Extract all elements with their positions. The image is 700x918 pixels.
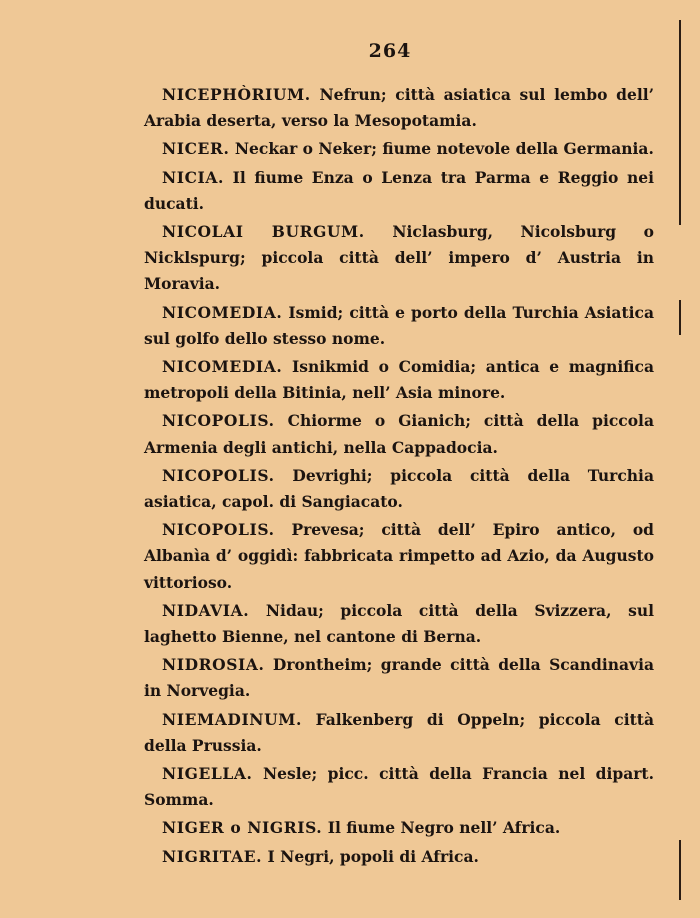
dictionary-entry bbox=[144, 463, 654, 515]
entry-definition: Devrighi; piccola città della Turchia asiatica, capol. di Sangiacato. bbox=[144, 465, 654, 512]
entry-definition: Niclasburg, Nicolsburg o Nicklspurg; piccola città dell’ impero d’ Austria in Moravia. bbox=[144, 222, 654, 294]
entry-headword: NICOMEDIA. bbox=[162, 357, 283, 377]
dictionary-entry bbox=[144, 761, 654, 813]
dictionary-entry bbox=[144, 354, 654, 406]
entry-headword: NIGER o NIGRIS. bbox=[162, 818, 323, 838]
dictionary-entry bbox=[144, 844, 654, 870]
entry-definition: Neckar o Neker; fiume notevole della Germania. bbox=[234, 139, 654, 159]
entry-definition: Nefrun; città asiatica sul lembo dell’ Arabia deserta, verso la Mesopotamia. bbox=[144, 85, 654, 131]
entry-definition: Ismid; città e porto della Turchia Asiatica sul golfo dello stesso nome. bbox=[144, 302, 654, 348]
entry-headword: NIEMADINUM. bbox=[162, 709, 302, 729]
entry-headword: NICOPOLIS. bbox=[162, 520, 275, 540]
entry-definition: Chiorme o Gianich; città della piccola Armenia degli antichi, nella Cappadocia. bbox=[144, 411, 654, 457]
dictionary-entry bbox=[144, 165, 654, 217]
dictionary-entry bbox=[144, 598, 654, 650]
dictionary-entry bbox=[144, 707, 654, 759]
entry-definition: Nidau; piccola città della Svizzera, sul laghetto Bienne, nel cantone di Berna. bbox=[144, 600, 654, 647]
dictionary-entry bbox=[144, 300, 654, 352]
dictionary-entry bbox=[144, 517, 654, 596]
page-edge-line bbox=[679, 300, 681, 335]
entry-headword: NIDAVIA. bbox=[162, 600, 250, 620]
entry-definition: Isnikmid o Comidia; antica e magnifica metropoli della Bitinia, nell’ Asia minore. bbox=[144, 357, 654, 403]
dictionary-entry bbox=[144, 219, 654, 298]
dictionary-entry bbox=[144, 815, 654, 841]
entry-headword: NICOPOLIS. bbox=[162, 411, 275, 431]
dictionary-entry bbox=[144, 408, 654, 460]
entry-headword: NICOMEDIA. bbox=[162, 302, 283, 322]
entry-definition: Falkenberg di Oppeln; piccola città della Prussia. bbox=[144, 709, 654, 755]
dictionary-entries bbox=[144, 82, 654, 872]
entry-definition: I Negri, popoli di Africa. bbox=[267, 846, 479, 866]
entry-headword: NIDROSIA. bbox=[162, 655, 265, 675]
entry-definition: Il fiume Enza o Lenza tra Parma e Reggio nei ducati. bbox=[144, 167, 654, 213]
entry-headword: NIGRITAE. bbox=[162, 846, 263, 866]
dictionary-entry bbox=[144, 136, 654, 162]
page-number: 264 bbox=[368, 40, 412, 62]
entry-headword: NIGELLA. bbox=[162, 764, 253, 784]
dictionary-entry bbox=[144, 652, 654, 704]
entry-definition: Il fiume Negro nell’ Africa. bbox=[327, 818, 561, 838]
entry-headword: NICOPOLIS. bbox=[162, 465, 275, 485]
page-edge-line bbox=[679, 840, 681, 900]
entry-headword: NICIA. bbox=[162, 167, 225, 187]
entry-definition: Drontheim; grande città della Scandinavia in Norvegia. bbox=[144, 655, 654, 701]
dictionary-entry bbox=[144, 82, 654, 134]
entry-headword: NICOLAI BURGUM. bbox=[162, 222, 365, 242]
entry-headword: NICEPHÒRIUM. bbox=[162, 85, 311, 104]
entry-definition: Prevesa; città dell’ Epiro antico, od Albanìa d’ oggidì: fabbricata rimpetto ad Azio, da Augusto vittorioso. bbox=[144, 520, 654, 592]
entry-headword: NICER. bbox=[162, 139, 230, 159]
entry-definition: Nesle; picc. città della Francia nel dipart. Somma. bbox=[144, 764, 654, 810]
